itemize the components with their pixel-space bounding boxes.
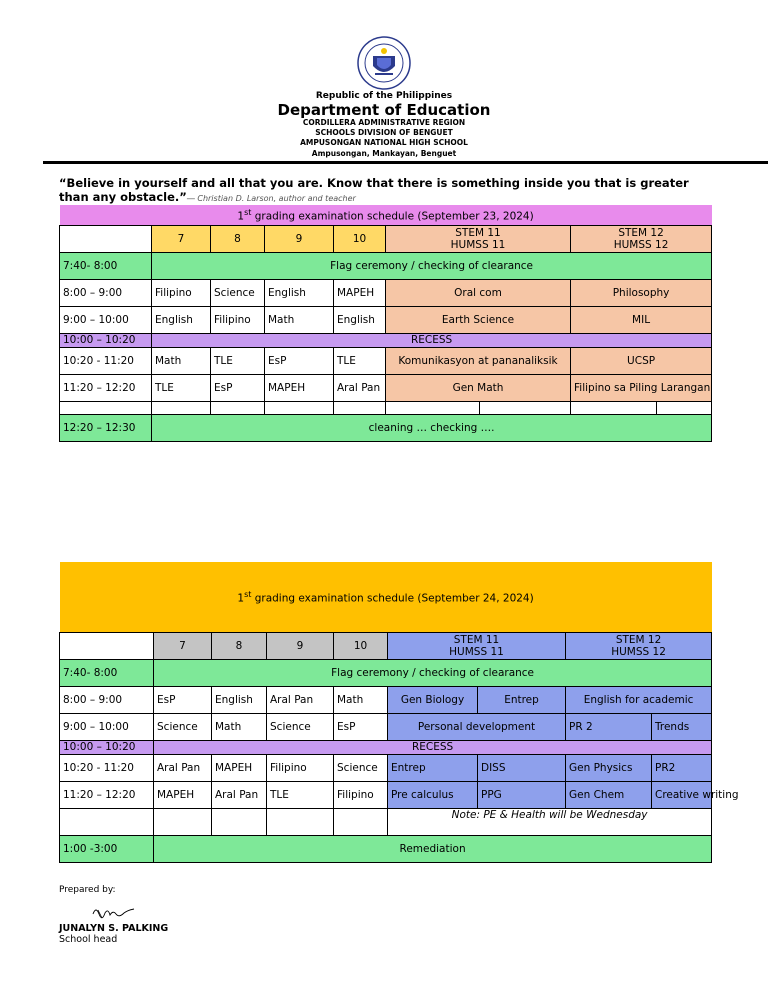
subject-cell: EsP: [265, 347, 334, 374]
time-cell: 12:20 – 12:30: [60, 414, 152, 441]
exam-schedule-table-sept-23: [59, 205, 712, 442]
grade-header-row: [60, 632, 712, 659]
signature-image: [90, 904, 136, 922]
activity-cell: Flag ceremony / checking of clearance: [154, 659, 712, 686]
strand-12-header: [571, 225, 712, 252]
time-cell: 10:00 – 10:20: [60, 740, 154, 754]
title-ordinal: 1: [237, 210, 245, 223]
subject-cell: MAPEH: [212, 754, 267, 781]
time-cell: 10:20 - 11:20: [60, 347, 152, 374]
grade-header-row: [60, 225, 712, 252]
signatory-name: JUNALYN S. PALKING: [59, 923, 169, 934]
recess-label: RECESS: [154, 740, 712, 754]
subject-cell: Science: [211, 279, 265, 306]
title-ordinal-suffix: st: [244, 208, 252, 217]
quote-attribution: ― Christian D. Larson, author and teacher: [186, 193, 356, 203]
blank-cell: [267, 808, 334, 835]
grade-header: 9: [265, 225, 334, 252]
subject-cell: Gen Physics: [566, 754, 652, 781]
stem12-label: STEM 12: [618, 226, 664, 239]
humss12-label: HUMSS 12: [611, 645, 666, 658]
table-row: [60, 347, 712, 374]
time-cell: 8:00 – 9:00: [60, 279, 152, 306]
table-row: [60, 414, 712, 441]
subject-cell: MAPEH: [154, 781, 212, 808]
title-text: grading examination schedule (September 23, 2024): [251, 210, 534, 223]
time-cell: 7:40- 8:00: [60, 252, 152, 279]
subject-cell: UCSP: [571, 347, 712, 374]
subject-cell: DISS: [478, 754, 566, 781]
title-text: grading examination schedule (September 24, 2024): [251, 592, 534, 605]
subject-cell: Filipino: [211, 306, 265, 333]
grade-header: 9: [267, 632, 334, 659]
humss11-label: HUMSS 11: [449, 645, 504, 658]
title-ordinal: 1: [237, 592, 245, 605]
table-row: [60, 686, 712, 713]
activity-cell: Remediation: [154, 835, 712, 862]
subject-cell: Aral Pan: [154, 754, 212, 781]
subject-cell: EsP: [334, 713, 388, 740]
motivational-quote: [59, 177, 709, 205]
note-row: [60, 808, 712, 835]
table-row: [60, 306, 712, 333]
time-cell: 10:20 - 11:20: [60, 754, 154, 781]
subject-cell: Math: [152, 347, 211, 374]
subject-cell: Science: [334, 754, 388, 781]
subject-cell: Aral Pan: [267, 686, 334, 713]
subject-cell: Filipino: [152, 279, 211, 306]
republic-heading: Republic of the Philippines: [315, 91, 453, 101]
subject-cell: Creative writing: [652, 781, 712, 808]
strand-11-header: [386, 225, 571, 252]
table-row: [60, 835, 712, 862]
subject-cell: English: [265, 279, 334, 306]
activity-cell: Flag ceremony / checking of clearance: [152, 252, 712, 279]
blank-cell: [154, 808, 212, 835]
grade-header: 7: [154, 632, 212, 659]
subject-cell: MAPEH: [265, 374, 334, 401]
subject-cell: English for academic: [566, 686, 712, 713]
subject-cell: English: [152, 306, 211, 333]
time-cell: 9:00 – 10:00: [60, 306, 152, 333]
subject-cell: Pre calculus: [388, 781, 478, 808]
subject-cell: Filipino sa Piling Larangan: [571, 374, 712, 401]
subject-cell: English: [334, 306, 386, 333]
strand-11-header: [388, 632, 566, 659]
recess-row: [60, 333, 712, 347]
subject-cell: Gen Math: [386, 374, 571, 401]
grade-header: 10: [334, 225, 386, 252]
subject-cell: Komunikasyon at pananaliksik: [386, 347, 571, 374]
table-row: [60, 374, 712, 401]
time-cell: 8:00 – 9:00: [60, 686, 154, 713]
table-row: [60, 279, 712, 306]
subject-cell: TLE: [267, 781, 334, 808]
table-row: [60, 781, 712, 808]
grade-header: 7: [152, 225, 211, 252]
subject-cell: Entrep: [388, 754, 478, 781]
time-cell: 10:00 – 10:20: [60, 333, 152, 347]
subject-cell: Entrep: [478, 686, 566, 713]
time-cell: 11:20 – 12:20: [60, 781, 154, 808]
header-divider: [43, 161, 768, 164]
humss11-label: HUMSS 11: [450, 238, 506, 251]
subject-cell: PR2: [652, 754, 712, 781]
blank-cell: [212, 808, 267, 835]
prepared-by-label: Prepared by:: [59, 885, 116, 895]
time-cell: 1:00 -3:00: [60, 835, 154, 862]
signatory-title: School head: [59, 934, 118, 945]
subject-cell: Gen Chem: [566, 781, 652, 808]
subject-cell: Math: [265, 306, 334, 333]
blank-cell: [60, 401, 152, 414]
school-heading: AMPUSONGAN NATIONAL HIGH SCHOOL: [300, 138, 468, 147]
blank-cell: [386, 401, 480, 414]
subject-cell: Math: [334, 686, 388, 713]
subject-cell: Personal development: [388, 713, 566, 740]
stem11-label: STEM 11: [453, 633, 500, 646]
blank-cell: [265, 401, 334, 414]
quote-text: “Believe in yourself and all that you are. Know that there is something inside you that is greater than any obstacle.”: [59, 176, 689, 204]
subject-cell: EsP: [211, 374, 265, 401]
subject-cell: EsP: [154, 686, 212, 713]
strand-12-header: [566, 632, 712, 659]
table-row: [60, 713, 712, 740]
department-heading: Department of Education: [277, 101, 491, 119]
blank-cell: [571, 401, 657, 414]
blank-cell: [152, 401, 211, 414]
table-title-row: [60, 205, 712, 225]
region-heading: CORDILLERA ADMINISTRATIVE REGION: [302, 118, 466, 127]
exam-schedule-table-sept-24: [59, 562, 739, 863]
blank-cell: [334, 808, 388, 835]
subject-cell: PPG: [478, 781, 566, 808]
time-cell: 9:00 – 10:00: [60, 713, 154, 740]
table-row: [60, 754, 712, 781]
deped-seal-logo: [357, 36, 411, 90]
division-heading: SCHOOLS DIVISION OF BENGUET: [315, 128, 453, 137]
activity-cell: cleaning … checking ….: [152, 414, 712, 441]
subject-cell: MAPEH: [334, 279, 386, 306]
pe-health-note: Note: PE & Health will be Wednesday: [388, 808, 712, 835]
subject-cell: Earth Science: [386, 306, 571, 333]
table-row: [60, 252, 712, 279]
stem11-label: STEM 11: [455, 226, 501, 239]
grade-header: 8: [211, 225, 265, 252]
subject-cell: Oral com: [386, 279, 571, 306]
blank-row: [60, 401, 712, 414]
subject-cell: MIL: [571, 306, 712, 333]
subject-cell: Aral Pan: [212, 781, 267, 808]
blank-cell: [60, 808, 154, 835]
subject-cell: English: [212, 686, 267, 713]
subject-cell: Trends: [652, 713, 712, 740]
stem12-label: STEM 12: [615, 633, 662, 646]
blank-header-cell: [60, 225, 152, 252]
schedule-title: [60, 205, 712, 225]
subject-cell: Philosophy: [571, 279, 712, 306]
grade-header: 8: [212, 632, 267, 659]
blank-cell: [334, 401, 386, 414]
subject-cell: Science: [154, 713, 212, 740]
recess-label: RECESS: [152, 333, 712, 347]
schedule-title: [60, 562, 712, 632]
subject-cell: TLE: [334, 347, 386, 374]
title-ordinal-suffix: st: [244, 590, 252, 599]
time-cell: 7:40- 8:00: [60, 659, 154, 686]
subject-cell: Math: [212, 713, 267, 740]
subject-cell: Science: [267, 713, 334, 740]
blank-cell: [211, 401, 265, 414]
table-row: [60, 659, 712, 686]
subject-cell: Filipino: [267, 754, 334, 781]
school-address: Ampusongan, Mankayan, Benguet: [311, 149, 457, 158]
subject-cell: TLE: [211, 347, 265, 374]
blank-cell: [480, 401, 571, 414]
subject-cell: PR 2: [566, 713, 652, 740]
subject-cell: Filipino: [334, 781, 388, 808]
recess-row: [60, 740, 712, 754]
grade-header: 10: [334, 632, 388, 659]
subject-cell: Gen Biology: [388, 686, 478, 713]
blank-header-cell: [60, 632, 154, 659]
humss12-label: HUMSS 12: [613, 238, 669, 251]
time-cell: 11:20 – 12:20: [60, 374, 152, 401]
subject-cell: TLE: [152, 374, 211, 401]
subject-cell: Aral Pan: [334, 374, 386, 401]
table-title-row: [60, 562, 712, 632]
blank-cell: [657, 401, 712, 414]
